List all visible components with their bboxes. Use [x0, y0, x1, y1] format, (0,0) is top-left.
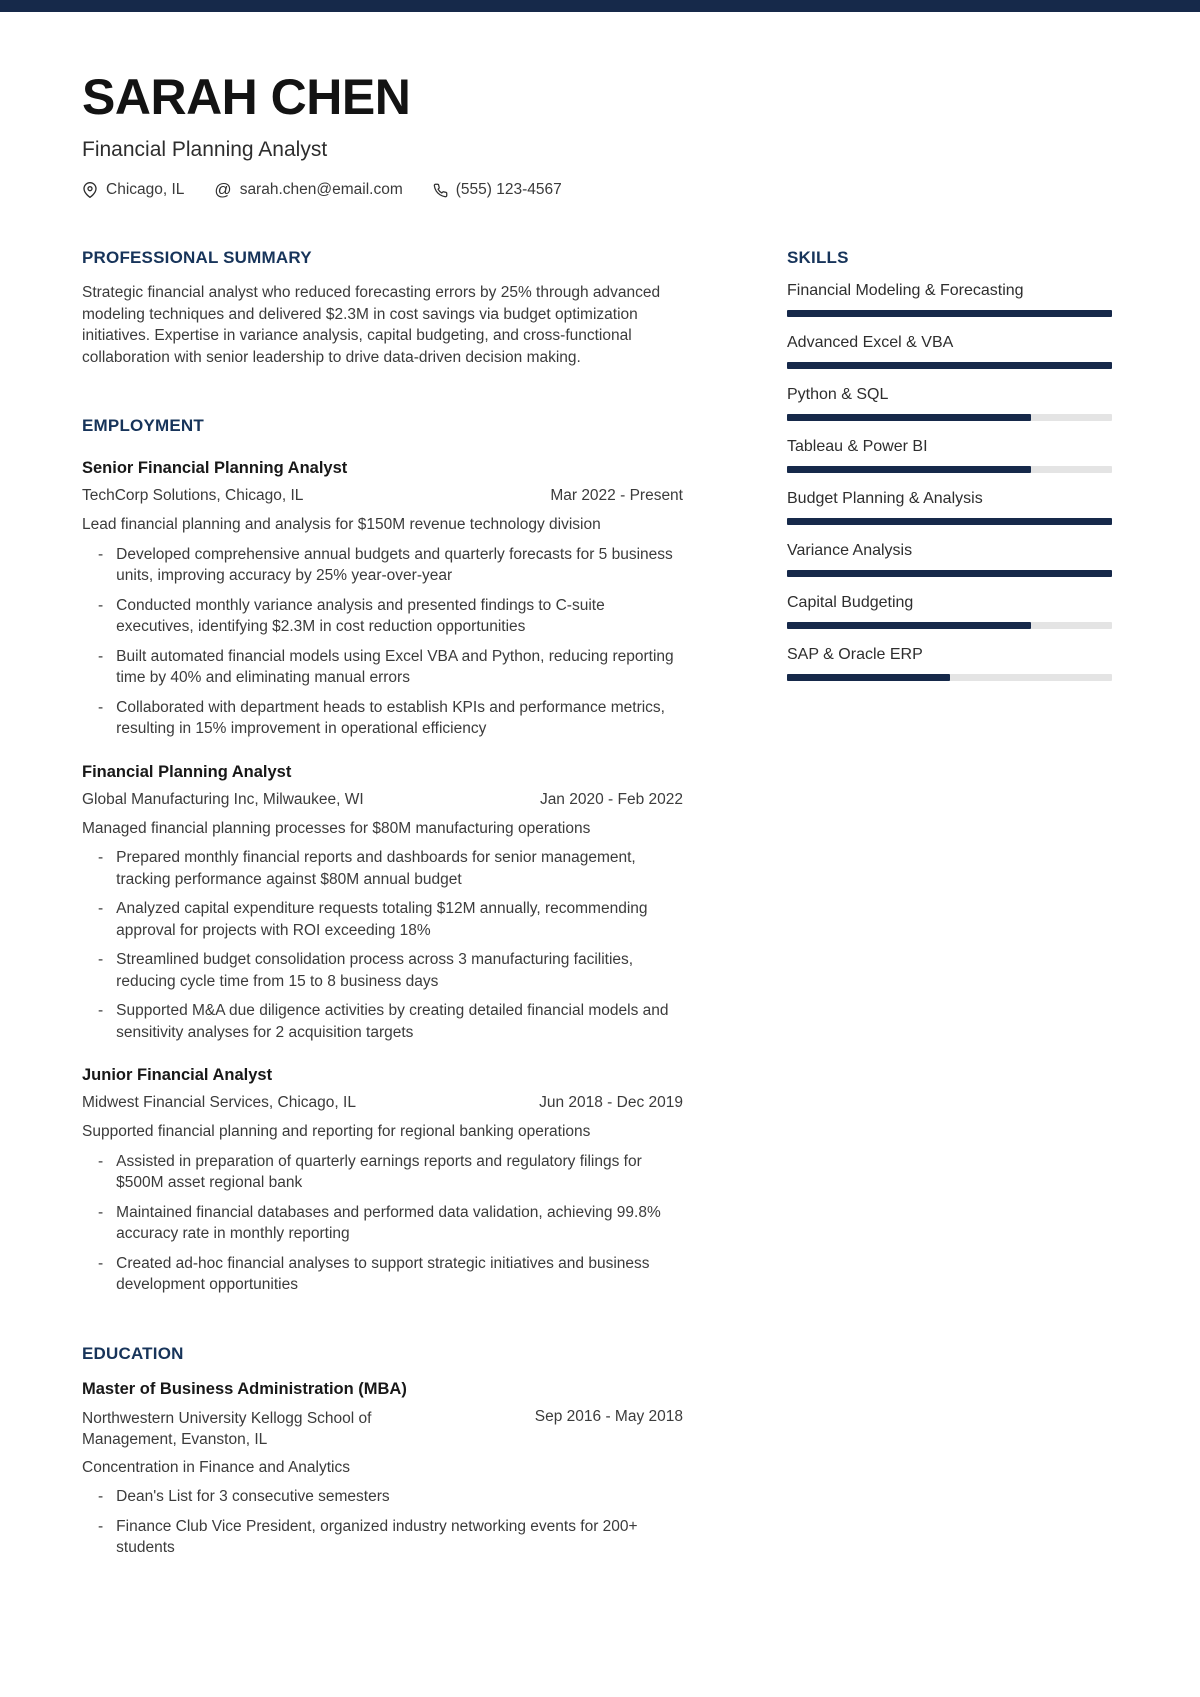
skill-bar-fill: [787, 570, 1112, 577]
bullet-text: - Dean's List for 3 consecutive semesters: [116, 1488, 390, 1505]
skill-bar-track: [787, 310, 1112, 317]
contact-phone: [433, 181, 562, 199]
location-text: Chicago, IL: [106, 181, 185, 198]
job-bullet: [82, 697, 683, 740]
education-concentration: Concentration in Finance and Analytics: [82, 1458, 350, 1476]
summary-text: Strategic financial analyst who reduced forecasting errors by 25% through advanced modeling techniques and delivered $2.3M in cost savings via budget optimization initiatives. Expertise in variance analysis, capital budgeting, and cross-functional collaboration with senior leadership to drive data-driven decision making.: [82, 284, 661, 366]
education-meta-row: [82, 1408, 683, 1451]
job-dates: Mar 2022 - Present: [550, 487, 683, 504]
job-bullet: [82, 595, 683, 638]
education-dates: Sep 2016 - May 2018: [534, 1407, 683, 1425]
skill-name: Advanced Excel & VBA: [787, 334, 954, 351]
job-description: Lead financial planning and analysis for $150M revenue technology division: [82, 516, 601, 533]
skill-name: Capital Budgeting: [787, 594, 914, 611]
skill-name: SAP & Oracle ERP: [787, 646, 923, 663]
contact-row: [82, 180, 1112, 200]
skill-bar-fill: [787, 622, 1031, 629]
skill-item: [787, 438, 1112, 473]
job-title: Financial Planning Analyst: [82, 762, 292, 781]
skill-bar-track: [787, 414, 1112, 421]
phone-icon: [433, 183, 448, 198]
job-entry: [82, 763, 683, 1044]
skill-bar-track: [787, 674, 1112, 681]
bullet-text: - Built automated financial models using Excel VBA and Python, reducing reporting time by 40% and eliminating manual errors: [116, 647, 674, 686]
job-bullet: [82, 1151, 683, 1194]
skill-item: [787, 386, 1112, 421]
email-text: sarah.chen@email.com: [239, 181, 403, 198]
section-professional-summary: [82, 248, 683, 368]
education-bullet-list: [82, 1486, 683, 1559]
job-bullet: [82, 544, 683, 587]
skill-item: [787, 594, 1112, 629]
skill-item: [787, 490, 1112, 525]
bullet-text: - Conducted monthly variance analysis and presented findings to C-suite executives, identifying $2.3M in cost reduction opportunities: [116, 596, 605, 635]
skill-bar-fill: [787, 674, 950, 681]
main-column: [82, 248, 683, 1559]
bullet-text: - Collaborated with department heads to establish KPIs and performance metrics, resulting in 15% improvement in operational efficiency: [116, 698, 665, 737]
skill-item: [787, 334, 1112, 369]
skill-bar-fill: [787, 518, 1112, 525]
education-degree: Master of Business Administration (MBA): [82, 1379, 407, 1398]
at-sign-icon: [214, 180, 231, 200]
skill-bar-track: [787, 362, 1112, 369]
resume-header: [82, 69, 1112, 200]
skill-bar-track: [787, 570, 1112, 577]
job-bullet: [82, 898, 683, 941]
section-employment: [82, 416, 683, 1296]
bullet-text: - Streamlined budget consolidation process across 3 manufacturing facilities, reducing cycle time from 15 to 8 business days: [116, 951, 634, 990]
skill-bar-track: [787, 466, 1112, 473]
job-title: Junior Financial Analyst: [82, 1066, 273, 1084]
job-company: Global Manufacturing Inc, Milwaukee, WI: [82, 790, 364, 808]
job-meta-row: [82, 791, 683, 809]
bullet-text: - Prepared monthly financial reports and dashboards for senior management, tracking performance against $80M annual budget: [116, 849, 636, 888]
skill-bar-fill: [787, 414, 1031, 421]
job-company: TechCorp Solutions, Chicago, IL: [82, 487, 304, 504]
skill-item: [787, 282, 1112, 317]
job-title: Senior Financial Planning Analyst: [82, 459, 348, 477]
skill-bar-track: [787, 518, 1112, 525]
bullet-text: - Created ad-hoc financial analyses to support strategic initiatives and business development opportunities: [116, 1254, 650, 1293]
job-entry: [82, 459, 683, 740]
resume-document: [0, 69, 1200, 1559]
job-bullet: [82, 1202, 683, 1245]
skill-name: Variance Analysis: [787, 542, 913, 559]
education-school: Northwestern University Kellogg School of Management, Evanston, IL: [82, 1409, 372, 1448]
two-column-body: [82, 248, 1112, 1559]
skill-name: Financial Modeling & Forecasting: [787, 282, 1024, 299]
bullet-text: - Analyzed capital expenditure requests totaling $12M annually, recommending approval for projects with ROI exceeding 18%: [116, 900, 648, 939]
phone-text: (555) 123-4567: [455, 181, 562, 198]
contact-email: [214, 180, 402, 200]
skill-item: [787, 646, 1112, 681]
skill-item: [787, 542, 1112, 577]
education-bullet: [82, 1516, 683, 1559]
job-dates: Jun 2018 - Dec 2019: [539, 1094, 683, 1111]
education-bullet: [82, 1486, 683, 1508]
job-meta-row: [82, 487, 683, 505]
section-education: [82, 1344, 683, 1559]
bullet-text: - Supported M&A due diligence activities by creating detailed financial models and sensitivity analyses for 2 acquisition targets: [116, 1002, 669, 1041]
job-dates: Jan 2020 - Feb 2022: [539, 790, 683, 808]
education-heading: EDUCATION: [82, 1343, 184, 1363]
location-pin-icon: [82, 182, 98, 198]
person-title: Financial Planning Analyst: [82, 138, 328, 161]
skill-name: Budget Planning & Analysis: [787, 490, 983, 507]
bullet-text: - Assisted in preparation of quarterly earnings reports and regulatory filings for $500M asset regional bank: [116, 1152, 642, 1191]
skill-name: Python & SQL: [787, 386, 889, 403]
bullet-text: - Finance Club Vice President, organized industry networking events for 200+ students: [116, 1517, 638, 1556]
job-bullet-list: [82, 1151, 683, 1296]
skills-column: [787, 248, 1112, 1559]
employment-heading: EMPLOYMENT: [82, 416, 204, 435]
skill-bar-fill: [787, 310, 1112, 317]
contact-location: [82, 181, 184, 199]
skill-name: Tableau & Power BI: [787, 438, 928, 455]
skill-bar-track: [787, 622, 1112, 629]
job-bullet-list: [82, 847, 683, 1043]
job-bullet: [82, 949, 683, 992]
job-description: Managed financial planning processes for $80M manufacturing operations: [82, 819, 591, 837]
job-bullet: [82, 646, 683, 689]
bullet-text: - Developed comprehensive annual budgets and quarterly forecasts for 5 business units, improving accuracy by 25% year-over-year: [116, 545, 673, 584]
job-company: Midwest Financial Services, Chicago, IL: [82, 1094, 356, 1111]
job-description: Supported financial planning and reporting for regional banking operations: [82, 1123, 591, 1140]
skill-bar-fill: [787, 466, 1031, 473]
skill-bar-fill: [787, 362, 1112, 369]
job-entry: [82, 1066, 683, 1296]
top-accent-bar: [0, 0, 1200, 12]
job-bullet: [82, 1000, 683, 1043]
person-name: SARAH CHEN: [82, 69, 411, 125]
job-bullet: [82, 847, 683, 890]
job-meta-row: [82, 1094, 683, 1112]
job-bullet-list: [82, 544, 683, 740]
job-bullet: [82, 1253, 683, 1296]
bullet-text: - Maintained financial databases and performed data validation, achieving 99.8% accuracy rate in monthly reporting: [116, 1203, 661, 1242]
skills-heading: SKILLS: [787, 248, 849, 267]
summary-heading: PROFESSIONAL SUMMARY: [82, 248, 312, 267]
